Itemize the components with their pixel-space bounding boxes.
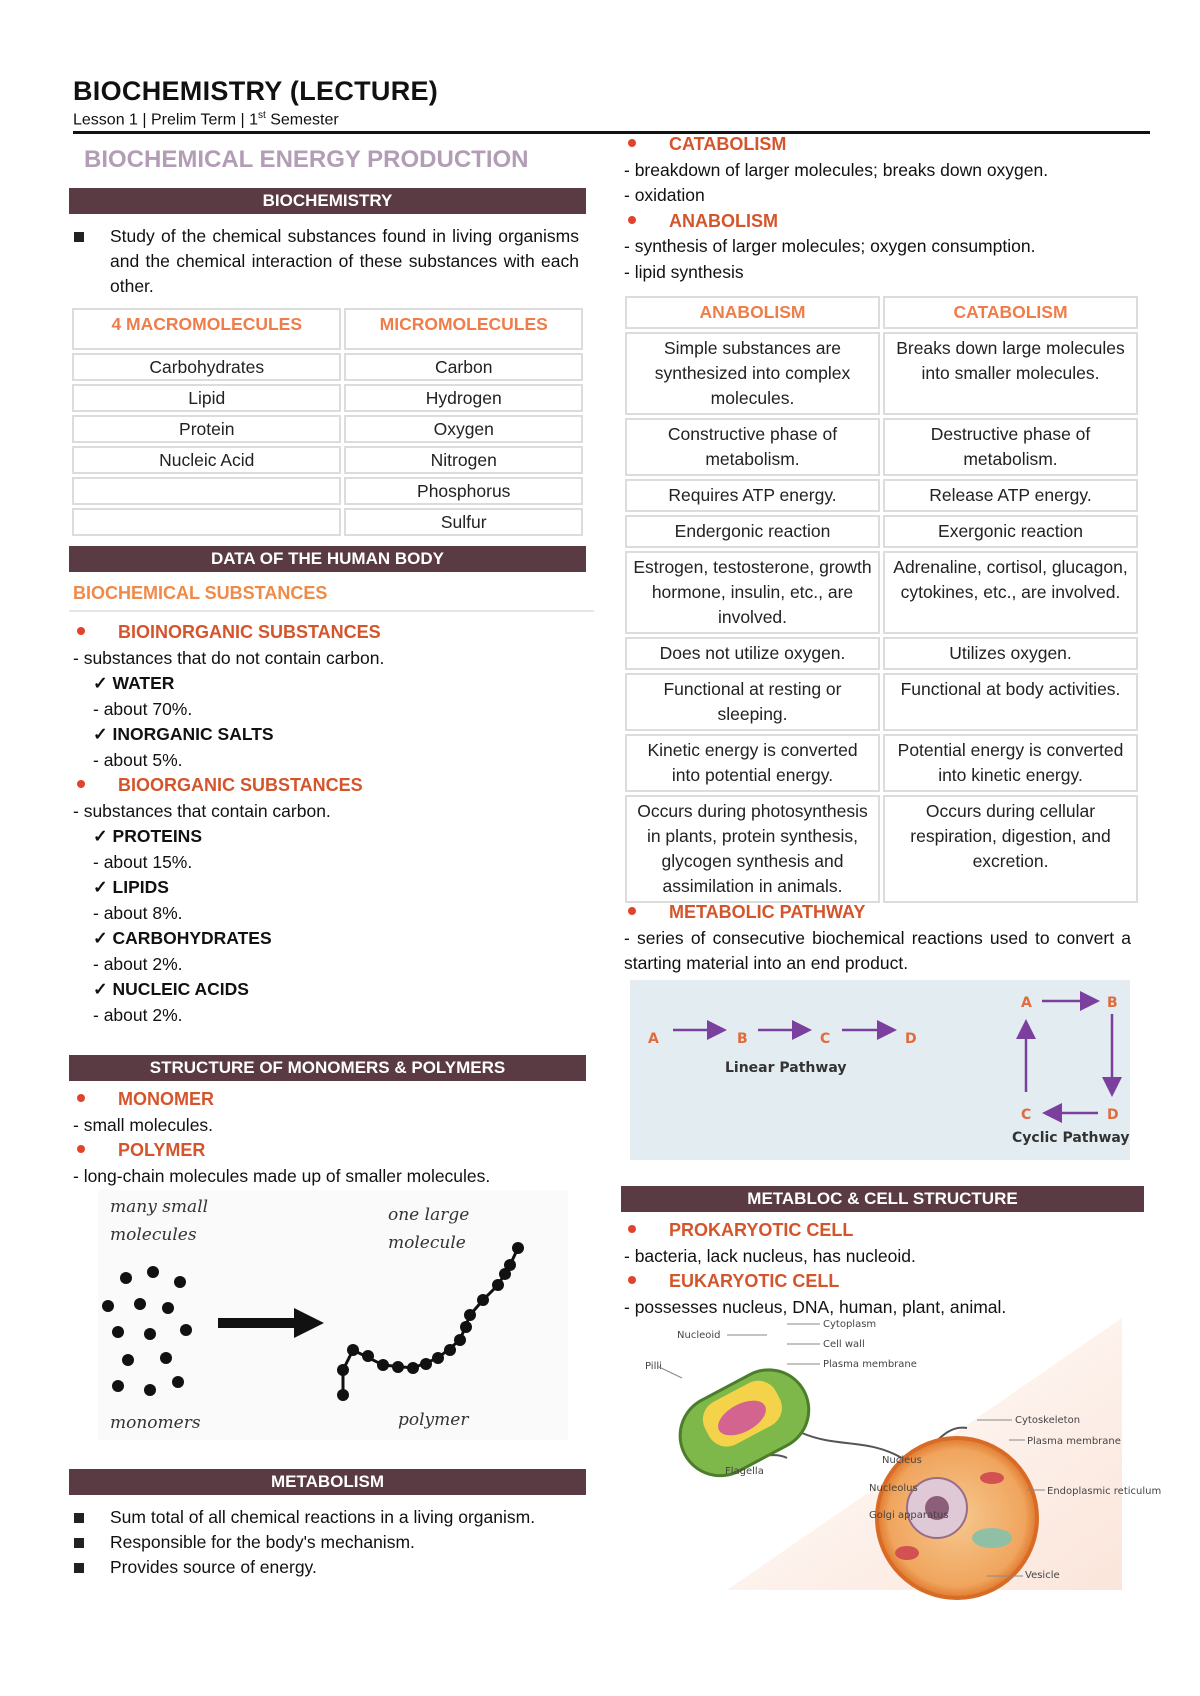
table-cell: Exergonic reaction — [883, 515, 1138, 548]
document-title: BIOCHEMICAL ENERGY PRODUCTION — [84, 146, 529, 173]
table-cell: Occurs during cellular respiration, digestion, and excretion. — [883, 795, 1138, 903]
table-cell: Carbohydrates — [72, 353, 341, 381]
cell-label: Cytoplasm — [823, 1319, 877, 1330]
cell-label: Vesicle — [1025, 1570, 1060, 1581]
cell-label: Nucleolus — [869, 1483, 918, 1494]
bullet-dot-icon — [77, 780, 85, 788]
figure-label: molecules — [110, 1225, 197, 1245]
item-value: - about 2%. — [93, 953, 183, 974]
eukaryotic-title: EUKARYOTIC CELL — [669, 1271, 840, 1291]
node-label: C — [1021, 1107, 1032, 1123]
catabolism-line: - oxidation — [624, 185, 705, 205]
cyclic-pathway-label: Cyclic Pathway — [1012, 1130, 1130, 1146]
cell-label: Nucleoid — [677, 1330, 721, 1341]
anabolism-title: ANABOLISM — [669, 210, 778, 231]
table-cell: Oxygen — [344, 415, 583, 443]
table-cell: Breaks down large molecules into smaller molecules. — [883, 332, 1138, 415]
polymer-title: POLYMER — [118, 1140, 206, 1160]
bioinorganic-title: BIOINORGANIC SUBSTANCES — [118, 622, 381, 642]
bullet-dot-icon — [77, 1094, 85, 1102]
bullet-dot-icon — [77, 627, 85, 635]
pathway-title: METABOLIC PATHWAY — [669, 902, 866, 922]
cell-label: Endoplasmic reticulum — [1047, 1486, 1162, 1497]
table-cell: Endergonic reaction — [625, 515, 880, 548]
subtitle-semester: Semester — [265, 111, 339, 129]
figure-label: monomers — [110, 1413, 201, 1433]
cell-label: Pilli — [645, 1361, 662, 1372]
table-cell: Destructive phase of metabolism. — [883, 418, 1138, 476]
prokaryotic-desc: - bacteria, lack nucleus, has nucleoid. — [624, 1245, 916, 1266]
node-label: C — [820, 1031, 831, 1047]
linear-pathway-label: Linear Pathway — [725, 1060, 847, 1076]
table-cell: Constructive phase of metabolism. — [625, 418, 880, 476]
table-cell: Nitrogen — [344, 446, 583, 474]
item-name: INORGANIC SALTS — [112, 724, 274, 744]
metabolism-bullet: Provides source of energy. — [110, 1557, 317, 1577]
checkmark-icon: ✓ — [93, 673, 113, 693]
bullet-dot-icon — [628, 216, 636, 224]
bullet-dot-icon — [628, 139, 636, 147]
metabolism-heading: METABOLISM — [69, 1469, 586, 1495]
node-label: B — [1107, 995, 1118, 1011]
table-cell: Sulfur — [344, 508, 583, 536]
item-value: - about 2%. — [93, 1004, 183, 1025]
item-name: PROTEINS — [112, 826, 202, 846]
square-bullet-icon — [74, 1538, 84, 1548]
table-cell: Simple substances are synthesized into complex molecules. — [625, 332, 880, 415]
cell-structure-heading: METABLOC & CELL STRUCTURE — [621, 1186, 1144, 1212]
cell-label: Golgi apparatus — [869, 1510, 949, 1521]
cell-label: Plasma membrane — [823, 1359, 917, 1370]
table-header: CATABOLISM — [883, 296, 1138, 329]
item-value: - about 8%. — [93, 902, 183, 923]
section-divider — [69, 610, 594, 612]
item-value: - about 70%. — [93, 698, 193, 719]
table-header: 4 MACROMOLECULES — [72, 308, 341, 350]
table-cell: Hydrogen — [344, 384, 583, 412]
cell-notes — [624, 1218, 1144, 1320]
eukaryotic-desc: - possesses nucleus, DNA, human, plant, animal. — [624, 1296, 1007, 1317]
biochemistry-heading: BIOCHEMISTRY — [69, 188, 586, 214]
monomer-title: MONOMER — [118, 1089, 214, 1109]
checkmark-icon: ✓ — [93, 928, 113, 948]
table-cell: Functional at resting or sleeping. — [625, 673, 880, 731]
table-header: MICROMOLECULES — [344, 308, 583, 350]
anabolism-line: - lipid synthesis — [624, 261, 744, 282]
table-cell: Release ATP energy. — [883, 479, 1138, 512]
item-name: WATER — [112, 673, 175, 693]
metabolism-bullets — [74, 1505, 579, 1580]
bullet-dot-icon — [628, 1225, 636, 1233]
node-label: A — [648, 1031, 659, 1047]
pathway-diagram — [630, 980, 1130, 1160]
checkmark-icon: ✓ — [93, 724, 113, 744]
monomer-polymer-figure — [98, 1190, 568, 1440]
anabolism-line: - synthesis of larger molecules; oxygen consumption. — [624, 236, 1036, 256]
monomer-desc: - small molecules. — [73, 1114, 214, 1135]
table-cell: Utilizes oxygen. — [883, 637, 1138, 670]
cell-label: Cytoskeleton — [1015, 1415, 1081, 1426]
bioorganic-title: BIOORGANIC SUBSTANCES — [118, 775, 363, 795]
table-cell: Does not utilize oxygen. — [625, 637, 880, 670]
table-header: ANABOLISM — [625, 296, 880, 329]
table-cell: Occurs during photosynthesis in plants, protein synthesis, glycogen synthesis and assimilation in animals. — [625, 795, 880, 903]
bioinorganic-desc: - substances that do not contain carbon. — [73, 647, 385, 668]
metabolism-bullet: Responsible for the body's mechanism. — [110, 1532, 415, 1552]
catabolism-line: - breakdown of larger molecules; breaks down oxygen. — [624, 159, 1049, 180]
node-label: B — [737, 1031, 748, 1047]
table-cell: Nucleic Acid — [72, 446, 341, 474]
cell-label: Nucleus — [882, 1455, 922, 1466]
substances-list — [73, 620, 583, 1028]
node-label: D — [905, 1031, 917, 1047]
human-body-heading: DATA OF THE HUMAN BODY — [69, 546, 586, 572]
table-cell — [72, 477, 341, 505]
figure-label: many small — [110, 1197, 209, 1217]
cell-label: Plasma membrane — [1027, 1436, 1121, 1447]
biochemical-substances-heading: BIOCHEMICAL SUBSTANCES — [73, 583, 328, 603]
square-bullet-icon — [74, 1513, 84, 1523]
bioorganic-desc: - substances that contain carbon. — [73, 800, 331, 821]
cell-label: Cell wall — [823, 1339, 865, 1350]
figure-label: one large — [388, 1205, 470, 1225]
figure-label: molecule — [388, 1233, 466, 1253]
item-name: NUCLEIC ACIDS — [112, 979, 249, 999]
bullet-dot-icon — [77, 1145, 85, 1153]
polymer-desc: - long-chain molecules made up of smaller molecules. — [73, 1165, 491, 1186]
figure-label: polymer — [398, 1410, 469, 1430]
bullet-dot-icon — [628, 1276, 636, 1284]
checkmark-icon: ✓ — [93, 877, 113, 897]
prokaryotic-title: PROKARYOTIC CELL — [669, 1220, 854, 1240]
cell-label: Flagella — [725, 1466, 764, 1477]
table-cell: Kinetic energy is converted into potential energy. — [625, 734, 880, 792]
checkmark-icon: ✓ — [93, 979, 113, 999]
subtitle-sup: st — [257, 110, 266, 121]
table-cell — [72, 508, 341, 536]
item-value: - about 15%. — [93, 851, 193, 872]
biochemistry-bullet-text: Study of the chemical substances found in living organisms and the chemical interaction of these substances with each other. — [110, 226, 579, 296]
pathway-desc: - series of consecutive biochemical reactions used to convert a starting material into an end product. — [624, 927, 1131, 973]
item-name: CARBOHYDRATES — [112, 928, 272, 948]
table-cell: Carbon — [344, 353, 583, 381]
lesson-subtitle — [73, 110, 339, 129]
metabolic-pathway-notes — [624, 900, 1131, 977]
metabolism-bullet: Sum total of all chemical reactions in a living organism. — [110, 1507, 536, 1527]
table-cell: Lipid — [72, 384, 341, 412]
page-title: BIOCHEMISTRY (LECTURE) — [73, 76, 439, 106]
table-cell: Requires ATP energy. — [625, 479, 880, 512]
table-cell: Adrenaline, cortisol, glucagon, cytokines, etc., are involved. — [883, 551, 1138, 634]
table-cell: Potential energy is converted into kinetic energy. — [883, 734, 1138, 792]
catabolism-title: CATABOLISM — [669, 134, 787, 154]
table-cell: Estrogen, testosterone, growth hormone, insulin, etc., are involved. — [625, 551, 880, 634]
node-label: A — [1021, 995, 1032, 1011]
biochemistry-definition — [74, 224, 579, 299]
square-bullet-icon — [74, 232, 84, 242]
cell-illustration — [637, 1318, 1162, 1590]
node-label: D — [1107, 1107, 1119, 1123]
macromolecules-table — [69, 305, 586, 539]
table-cell: Phosphorus — [344, 477, 583, 505]
table-cell: Protein — [72, 415, 341, 443]
square-bullet-icon — [74, 1563, 84, 1573]
structure-heading: STRUCTURE OF MONOMERS & POLYMERS — [69, 1055, 586, 1081]
catabolism-anabolism-notes — [624, 132, 1144, 285]
item-value: - about 5%. — [93, 749, 183, 770]
bullet-dot-icon — [628, 907, 636, 915]
item-name: LIPIDS — [112, 877, 169, 897]
monomer-polymer-list — [73, 1087, 583, 1189]
table-cell: Functional at body activities. — [883, 673, 1138, 731]
checkmark-icon: ✓ — [93, 826, 113, 846]
anabolism-catabolism-table — [622, 293, 1141, 906]
subtitle-text: Lesson 1 | Prelim Term | 1 — [73, 111, 258, 129]
